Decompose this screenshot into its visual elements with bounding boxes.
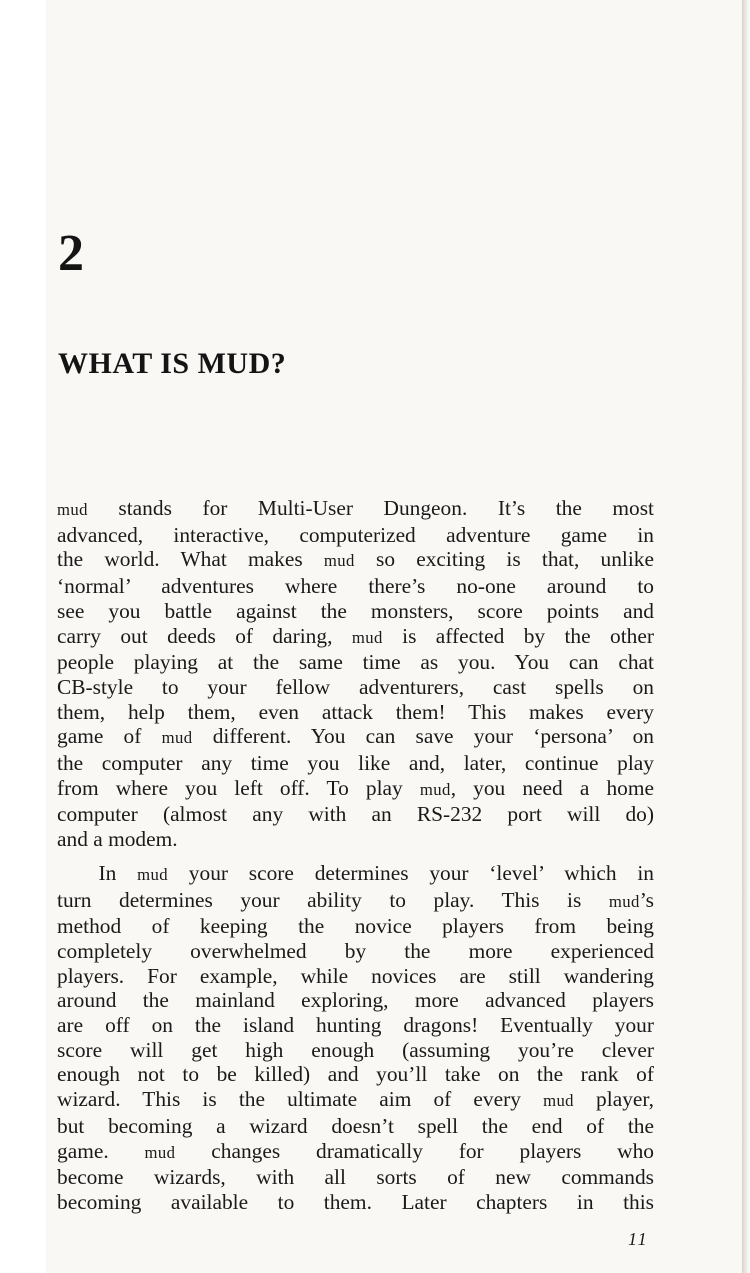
text-line [57,724,654,751]
text-line [57,802,654,827]
text-run: game of [57,724,162,749]
text-line [57,496,654,523]
text-run: the computer any time you like and, later, continue play [57,751,654,776]
text-line [57,624,654,651]
text-line [57,751,654,776]
mud-small-caps: mud [608,891,640,911]
chapter-title: WHAT IS MUD? [58,347,287,380]
text-line [57,939,654,964]
text-run: them, help them, even attack them! This makes every [57,699,654,724]
text-run: but becoming a wizard doesn’t spell the end of the [57,1113,654,1138]
text-run: In [57,860,138,885]
text-run: see you battle against the monsters, score points and [57,598,654,623]
text-line [57,675,654,700]
text-line [57,1190,654,1215]
mud-small-caps: mud [323,551,355,571]
text-run: changes dramatically for players who [175,1138,654,1163]
text-run: ’s [639,887,654,912]
text-line [57,914,654,939]
text-line [57,700,654,725]
text-run: advanced, interactive, computerized adventure game in [57,522,654,547]
text-line [57,1114,654,1139]
chapter-number: 2 [58,225,84,282]
text-line [57,861,654,888]
mud-small-caps: mud [543,1091,574,1111]
text-run: players. For example, while novices are still wandering [57,963,654,988]
text-run: enough not to be killed) and you’ll take on the rank of [57,1062,654,1087]
text-line [57,964,654,989]
text-line [57,547,654,574]
text-run: player, [573,1087,654,1112]
text-run: is affected by the other [382,623,654,648]
text-line [57,1062,654,1087]
text-run: wizard. This is the ultimate aim of every [57,1087,544,1112]
text-run: ‘normal’ adventures where there’s no-one around to [57,574,654,599]
text-run: carry out deeds of daring, [57,623,352,648]
text-line [57,1038,654,1063]
mud-small-caps: mud [144,1142,176,1162]
mud-small-caps: mud [161,728,193,748]
paragraph-2 [57,861,654,1215]
text-run: people playing at the same time as you. You can chat [57,650,654,675]
text-run: so exciting is that, unlike [354,547,654,572]
text-run: different. You can save your ‘persona’ on [192,724,654,749]
text-run: are off on the island hunting dragons! Eventually your [57,1013,654,1038]
page-number: 11 [628,1229,649,1249]
text-line [57,523,654,548]
text-line [57,650,654,675]
text-run: turn determines your ability to play. This is [57,887,609,912]
paragraph-1 [57,496,654,852]
body-text [57,496,654,1215]
page-edge-shadow [742,0,750,1273]
text-line [57,574,654,599]
text-run: computer (almost any with an RS-232 port will do) [57,802,654,827]
text-run: and a modem. [57,827,178,852]
text-run: stands for Multi-User Dungeon. It’s the most [87,496,654,520]
text-line [57,1087,654,1114]
text-run: score will get high enough (assuming you’re clever [57,1037,654,1062]
text-run: become wizards, with all sorts of new commands [57,1165,654,1190]
text-run: method of keeping the novice players from being [57,914,654,939]
text-run: , you need a home [450,775,654,800]
mud-small-caps: mud [57,500,88,519]
text-run: completely overwhelmed by the more experienced [57,938,654,963]
mud-small-caps: mud [419,779,451,799]
text-line [57,888,654,915]
text-run: the world. What makes [57,547,324,572]
text-run: game. [57,1138,145,1163]
text-run: your score determines your ‘level’ which in [168,860,654,885]
text-line [57,599,654,624]
text-line [57,988,654,1013]
text-line [57,1139,654,1166]
text-line [57,827,654,852]
mud-small-caps: mud [137,864,169,884]
text-run: from where you left off. To play [57,775,420,800]
text-line [57,1013,654,1038]
text-run: becoming available to them. Later chapters in this [57,1189,654,1214]
text-run: around the mainland exploring, more advanced players [57,988,654,1013]
text-line [57,776,654,803]
text-run: CB-style to your fellow adventurers, cast spells on [57,674,654,699]
text-line [57,1165,654,1190]
mud-small-caps: mud [351,627,383,647]
